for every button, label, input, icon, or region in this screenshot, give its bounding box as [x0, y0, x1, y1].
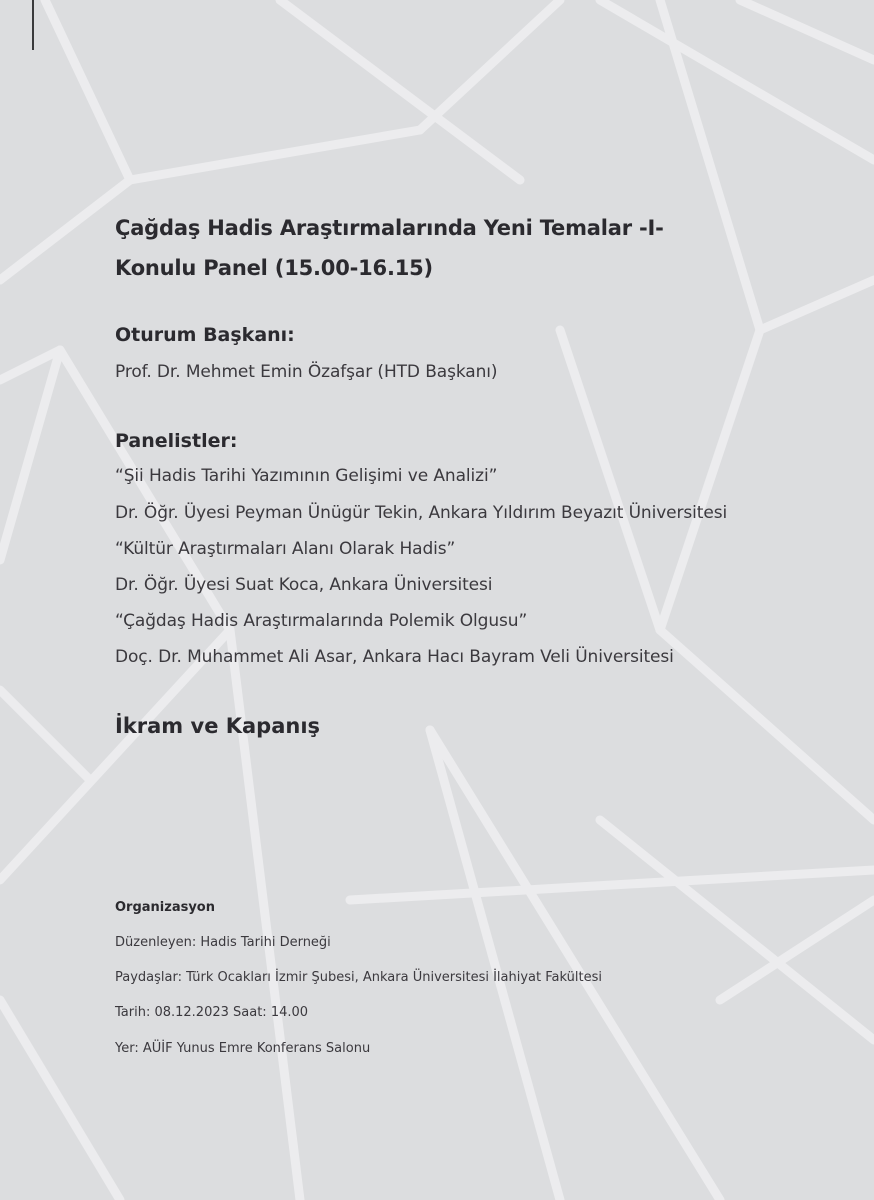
stakeholders-line: Paydaşlar: Türk Ocakları İzmir Şubesi, Ankara Üniversitesi İlahiyat Fakültesi [115, 970, 602, 985]
panelists-heading: Panelistler: [115, 430, 238, 452]
session-chair-heading: Oturum Başkanı: [115, 324, 295, 346]
panelist-topic-1: “Şii Hadis Tarihi Yazımının Gelişimi ve Analizi” [115, 466, 498, 486]
panelist-speaker-1: Dr. Öğr. Üyesi Peyman Ünügür Tekin, Ankara Yıldırım Beyazıt Üniversitesi [115, 503, 728, 523]
panelist-speaker-3: Doç. Dr. Muhammet Ali Asar, Ankara Hacı Bayram Veli Üniversitesi [115, 647, 674, 667]
panelist-topic-2: “Kültür Araştırmaları Alanı Olarak Hadis” [115, 539, 456, 559]
organizer-line: Düzenleyen: Hadis Tarihi Derneği [115, 935, 331, 950]
date-line: Tarih: 08.12.2023 Saat: 14.00 [115, 1005, 309, 1020]
organization-heading: Organizasyon [115, 900, 215, 915]
panelist-speaker-2: Dr. Öğr. Üyesi Suat Koca, Ankara Üniversitesi [115, 575, 493, 595]
panel-title-line2: Konulu Panel (15.00-16.15) [115, 256, 433, 280]
venue-line: Yer: AÜİF Yunus Emre Konferans Salonu [115, 1041, 371, 1056]
session-chair-name: Prof. Dr. Mehmet Emin Özafşar (HTD Başkanı) [115, 362, 498, 382]
panelist-topic-3: “Çağdaş Hadis Araştırmalarında Polemik Olgusu” [115, 611, 528, 631]
closing-heading: İkram ve Kapanış [115, 714, 321, 738]
panel-title-line1: Çağdaş Hadis Araştırmalarında Yeni Temalar -I- [115, 216, 664, 240]
